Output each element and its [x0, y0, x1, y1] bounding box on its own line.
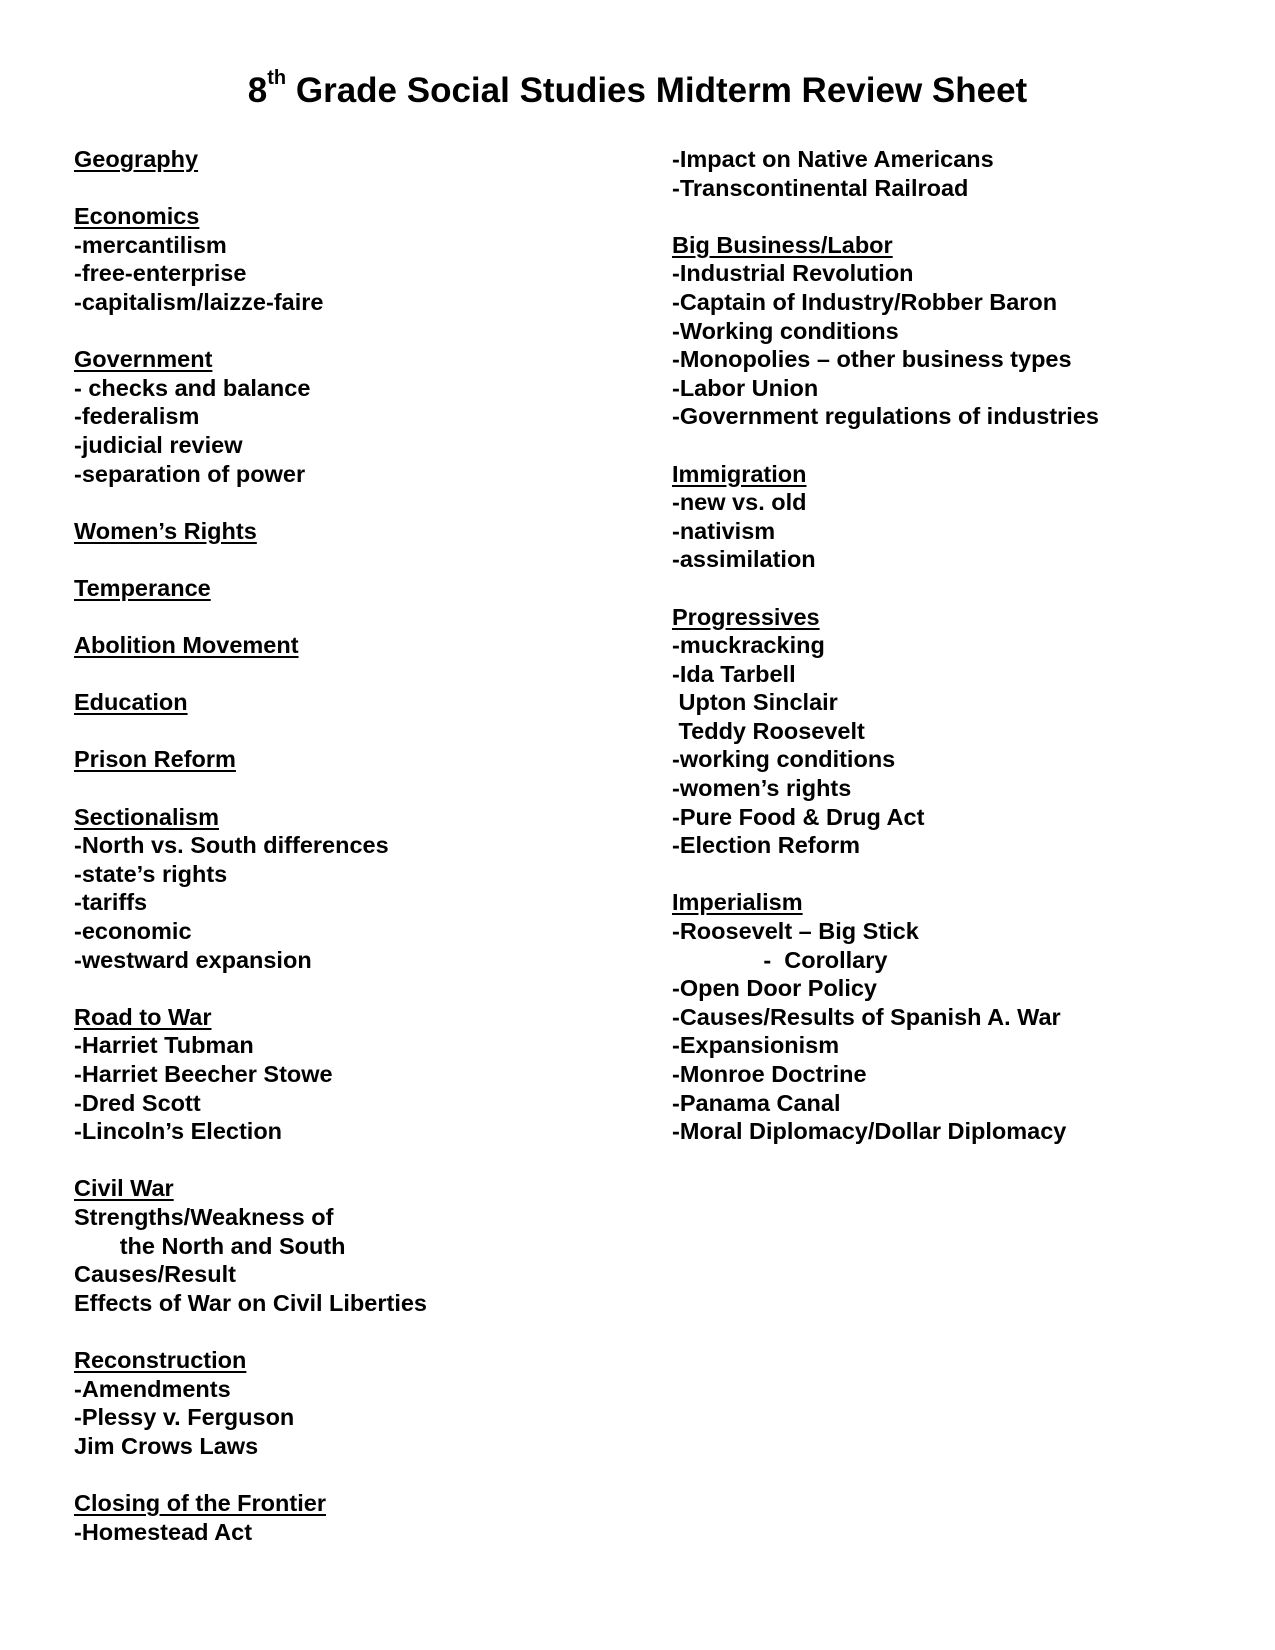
- list-item: [74, 946, 427, 975]
- list-item-text: Teddy Roosevelt: [672, 717, 865, 744]
- list-item-text: -judicial review: [74, 431, 243, 458]
- blank-line: [74, 545, 427, 574]
- section-heading-text: Reconstruction: [74, 1346, 247, 1373]
- section-heading: [74, 1003, 427, 1032]
- blank-line: [74, 1460, 427, 1489]
- section-heading: [74, 574, 427, 603]
- list-item: [672, 917, 1099, 946]
- list-item: [672, 717, 1099, 746]
- list-item-text: Strengths/Weakness of: [74, 1203, 334, 1230]
- list-item: [672, 803, 1099, 832]
- list-item-text: -Harriet Tubman: [74, 1032, 254, 1059]
- blank-line: [74, 717, 427, 746]
- section-heading-text: Sectionalism: [74, 803, 219, 830]
- blank-line: [74, 488, 427, 517]
- blank-line: [74, 603, 427, 632]
- list-item: [672, 374, 1099, 403]
- section-heading: [74, 145, 427, 174]
- section-heading-text: Women’s Rights: [74, 517, 257, 544]
- list-item-text: -Amendments: [74, 1375, 231, 1402]
- list-item-text: -capitalism/laizze-faire: [74, 288, 324, 315]
- list-item: [672, 345, 1099, 374]
- list-item: [672, 1031, 1099, 1060]
- list-item: [74, 231, 427, 260]
- list-item-text: -Ida Tarbell: [672, 660, 796, 687]
- section-heading: [672, 888, 1099, 917]
- list-item-text: -working conditions: [672, 746, 896, 773]
- list-item-text: -economic: [74, 918, 192, 945]
- list-item: [672, 174, 1099, 203]
- section-heading: [672, 460, 1099, 489]
- section-heading-text: Education: [74, 689, 188, 716]
- list-item: [74, 888, 427, 917]
- list-item-text: Upton Sinclair: [672, 689, 838, 716]
- section-heading-text: Big Business/Labor: [672, 231, 893, 258]
- list-item-text: -Captain of Industry/Robber Baron: [672, 288, 1058, 315]
- section-heading-text: Temperance: [74, 574, 211, 601]
- blank-line: [74, 174, 427, 203]
- list-item: [672, 1089, 1099, 1118]
- section-heading-text: Closing of the Frontier: [74, 1489, 326, 1516]
- list-item: [74, 1232, 427, 1261]
- list-item-text: -women’s rights: [672, 775, 852, 802]
- section-heading-text: Economics: [74, 203, 200, 230]
- list-item-text: -muckracking: [672, 632, 825, 659]
- list-item: [74, 1031, 427, 1060]
- section-heading: [74, 1346, 427, 1375]
- list-item-text: -Labor Union: [672, 374, 819, 401]
- list-item-text: Jim Crows Laws: [74, 1432, 259, 1459]
- blank-line: [74, 974, 427, 1003]
- list-item-text: -Transcontinental Railroad: [672, 174, 969, 201]
- section-heading: [74, 745, 427, 774]
- list-item-text: -Pure Food & Drug Act: [672, 803, 925, 830]
- list-item-text: -assimilation: [672, 546, 816, 573]
- list-item: [74, 917, 427, 946]
- list-item-text: -Plessy v. Ferguson: [74, 1404, 295, 1431]
- list-item-text: - checks and balance: [74, 374, 311, 401]
- section-heading-text: Abolition Movement: [74, 632, 299, 659]
- section-heading: [74, 517, 427, 546]
- list-item-text: Causes/Result: [74, 1261, 236, 1288]
- list-item-text: -Open Door Policy: [672, 975, 877, 1002]
- list-item-text: -Working conditions: [672, 317, 899, 344]
- section-heading: [672, 603, 1099, 632]
- section-heading-text: Imperialism: [672, 889, 803, 916]
- section-heading-text: Progressives: [672, 603, 820, 630]
- list-item-text: -new vs. old: [672, 489, 807, 516]
- section-heading-text: Road to War: [74, 1003, 212, 1030]
- list-item: [74, 860, 427, 889]
- list-item-text: -Impact on Native Americans: [672, 146, 994, 172]
- list-item-text: -westward expansion: [74, 946, 312, 973]
- list-item-text: -Election Reform: [672, 832, 861, 859]
- blank-line: [74, 1317, 427, 1346]
- list-item: [672, 974, 1099, 1003]
- list-item-text: -Government regulations of industries: [672, 403, 1099, 430]
- list-item: [672, 145, 1099, 174]
- section-heading: [672, 231, 1099, 260]
- title-grade-number: 8: [247, 71, 268, 110]
- list-item: [672, 488, 1099, 517]
- list-item: [672, 1117, 1099, 1146]
- list-item: [74, 374, 427, 403]
- list-item: [672, 517, 1099, 546]
- list-item-text: -nativism: [672, 517, 776, 544]
- list-item: [74, 1260, 427, 1289]
- list-item-text: -Dred Scott: [74, 1089, 201, 1116]
- list-item: [672, 631, 1099, 660]
- blank-line: [74, 1146, 427, 1175]
- blank-line: [672, 202, 1099, 231]
- list-item: [672, 317, 1099, 346]
- list-item: [74, 431, 427, 460]
- list-item: [74, 1432, 427, 1461]
- section-heading-text: Civil War: [74, 1175, 174, 1202]
- list-item: [74, 259, 427, 288]
- section-heading-text: Prison Reform: [74, 746, 236, 773]
- list-item: [74, 1203, 427, 1232]
- blank-line: [74, 660, 427, 689]
- list-item: [74, 1518, 427, 1547]
- title-text: Grade Social Studies Midterm Review Sheet: [286, 71, 1028, 110]
- right-column: [672, 145, 1099, 1146]
- list-item-text: -mercantilism: [74, 231, 227, 258]
- list-item: [74, 1089, 427, 1118]
- blank-line: [672, 860, 1099, 889]
- list-item: [672, 1060, 1099, 1089]
- section-heading-text: Immigration: [672, 460, 807, 487]
- list-item-text: -Monopolies – other business types: [672, 346, 1072, 373]
- list-item: [672, 259, 1099, 288]
- list-item: [672, 946, 1099, 975]
- list-item-text: -separation of power: [74, 460, 306, 487]
- section-heading: [74, 202, 427, 231]
- section-heading: [74, 345, 427, 374]
- list-item: [672, 774, 1099, 803]
- list-item: [74, 460, 427, 489]
- section-heading: [74, 1174, 427, 1203]
- list-item: [74, 1117, 427, 1146]
- list-item: [74, 288, 427, 317]
- list-item-text: -Homestead Act: [74, 1518, 253, 1545]
- section-heading: [74, 803, 427, 832]
- list-item: [74, 402, 427, 431]
- list-item-text: Effects of War on Civil Liberties: [74, 1289, 427, 1316]
- list-item-text: -tariffs: [74, 889, 148, 916]
- list-item: [74, 1403, 427, 1432]
- title-ordinal-suffix: th: [267, 67, 287, 89]
- list-item: [672, 745, 1099, 774]
- list-item-text: -federalism: [74, 403, 200, 430]
- list-item-text: -Expansionism: [672, 1032, 840, 1059]
- blank-line: [672, 431, 1099, 460]
- section-heading-text: Geography: [74, 146, 199, 172]
- list-item-text: -Roosevelt – Big Stick: [672, 918, 919, 945]
- list-item-text: -state’s rights: [74, 860, 228, 887]
- list-item-text: -free-enterprise: [74, 260, 247, 287]
- list-item: [74, 1060, 427, 1089]
- list-item: [74, 1289, 427, 1318]
- left-column: [74, 145, 427, 1546]
- list-item-text: - Corollary: [672, 946, 888, 973]
- blank-line: [74, 774, 427, 803]
- list-item: [672, 545, 1099, 574]
- list-item: [672, 288, 1099, 317]
- list-item-text: -Causes/Results of Spanish A. War: [672, 1003, 1061, 1030]
- list-item: [74, 1375, 427, 1404]
- list-item-text: -Moral Diplomacy/Dollar Diplomacy: [672, 1118, 1067, 1145]
- section-heading: [74, 1489, 427, 1518]
- section-heading: [74, 631, 427, 660]
- list-item: [672, 831, 1099, 860]
- list-item: [672, 402, 1099, 431]
- section-heading: [74, 688, 427, 717]
- list-item: [672, 1003, 1099, 1032]
- list-item-text: -Harriet Beecher Stowe: [74, 1061, 333, 1087]
- list-item-text: -Monroe Doctrine: [672, 1061, 867, 1087]
- list-item: [672, 660, 1099, 689]
- list-item: [74, 831, 427, 860]
- blank-line: [74, 317, 427, 346]
- list-item-text: -North vs. South differences: [74, 832, 389, 859]
- page-title: [0, 67, 1275, 112]
- list-item-text: the North and South: [74, 1232, 346, 1259]
- blank-line: [672, 574, 1099, 603]
- section-heading-text: Government: [74, 346, 213, 373]
- list-item-text: -Lincoln’s Election: [74, 1118, 283, 1145]
- list-item: [672, 688, 1099, 717]
- list-item-text: -Industrial Revolution: [672, 260, 914, 287]
- list-item-text: -Panama Canal: [672, 1089, 841, 1116]
